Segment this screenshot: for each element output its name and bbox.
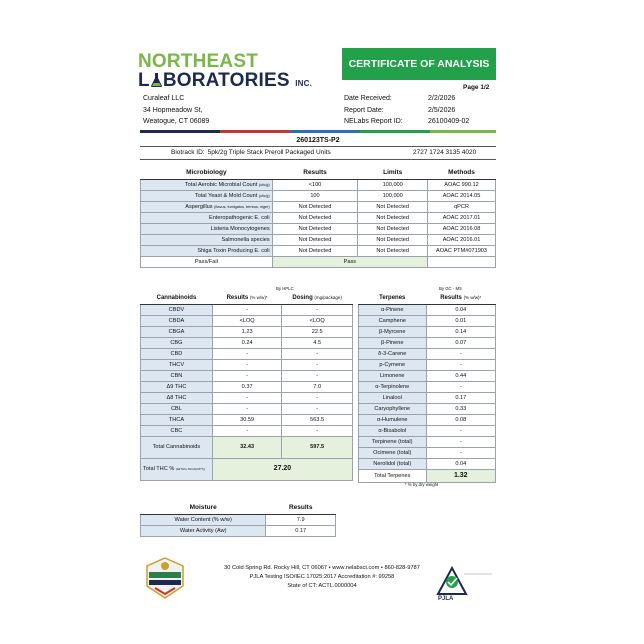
test-limit: 100,000 [358, 190, 428, 201]
cannabinoid-name: CBL [141, 403, 213, 414]
test-method: qPCR [428, 201, 496, 212]
cannabinoid-result: - [212, 359, 281, 370]
color-segment [220, 130, 290, 133]
moisture-header-row [141, 503, 336, 514]
test-result: Not Detected [272, 223, 358, 234]
terpene-name: α-Pinene [359, 304, 427, 315]
terpene-result: - [426, 348, 495, 359]
terpene-row [359, 359, 496, 370]
terpene-name: Camphene [359, 315, 427, 326]
test-result: 100 [272, 190, 358, 201]
test-name [141, 201, 273, 212]
test-method: AOAC PTM#071903 [428, 245, 496, 256]
test-result: Not Detected [272, 245, 358, 256]
cannabinoid-result: - [212, 425, 281, 436]
test-name [141, 223, 273, 234]
biotrack-number: 2727 1724 3135 4020 [413, 149, 477, 156]
cannabinoid-result: - [212, 348, 281, 359]
moisture-table [140, 503, 336, 537]
cannabinoid-row [141, 403, 353, 414]
logo-line-1: NORTHEAST [138, 51, 259, 72]
terpene-row [359, 370, 496, 381]
test-method: AOAC 2014.05 [428, 190, 496, 201]
cannabinoid-dose: - [282, 403, 353, 414]
terpene-result: 0.04 [426, 304, 495, 315]
terpene-row [359, 392, 496, 403]
terpene-row [359, 337, 496, 348]
terpene-name: p-Cymene [359, 359, 427, 370]
col-header-label: Dosing [292, 295, 313, 302]
report-labels [344, 93, 403, 128]
cannabinoid-name: CBC [141, 425, 213, 436]
empty-cell [428, 256, 496, 267]
microbiology-table [140, 168, 496, 268]
pass-fail-label: Pass/Fail [141, 256, 273, 267]
moisture-result: 0.17 [266, 525, 336, 536]
client-name: Curaleaf LLC [143, 95, 185, 102]
cannabinoid-name: THCA [141, 414, 213, 425]
terpene-result: 0.17 [426, 392, 495, 403]
test-method: AOAC 2016.08 [428, 223, 496, 234]
terpene-result: 0.44 [426, 370, 495, 381]
test-name [141, 179, 273, 190]
cannabinoid-name: CBDA [141, 315, 213, 326]
terpene-result: 0.14 [426, 326, 495, 337]
color-segment [360, 130, 430, 133]
terpene-name: Caryophyllene [359, 403, 427, 414]
test-name-text: Total Aerobic Microbial Count [184, 181, 258, 188]
test-name [141, 212, 273, 223]
pass-fail-value: Pass [272, 256, 427, 267]
page-number: Page 1/2 [463, 84, 490, 91]
col-header [426, 293, 495, 304]
cannabinoid-dose: - [282, 370, 353, 381]
total-cannabinoids-dose: 597.5 [282, 436, 353, 458]
moisture-row [141, 525, 336, 536]
report-id: 26100409-02 [428, 118, 470, 125]
terpene-name: β-Pinene [359, 337, 427, 348]
cannabinoid-result: 1.23 [212, 326, 281, 337]
terpene-result: - [426, 447, 495, 458]
cannabinoid-row [141, 381, 353, 392]
color-segment [430, 130, 496, 133]
cannabinoid-dose: - [282, 425, 353, 436]
cannabinoid-row [141, 304, 353, 315]
terpene-row [359, 458, 496, 469]
terpene-row [359, 436, 496, 447]
cannabinoid-name: CBD [141, 348, 213, 359]
total-cannabinoids-row [141, 436, 353, 458]
terpene-name: Terpinene (total) [359, 436, 427, 447]
flask-icon [151, 73, 162, 87]
test-unit: (flavus, fumigatus, terreus, niger) [214, 204, 270, 209]
logo-inc: INC. [295, 79, 313, 88]
cannabinoids-table [140, 293, 353, 481]
cannabinoid-result: 30.59 [212, 414, 281, 425]
footer [0, 564, 644, 591]
microbiology-row [141, 212, 496, 223]
total-terpenes-label: Total Terpenes [359, 469, 427, 482]
terpene-name: α-Bisabolol [359, 425, 427, 436]
dry-weight-note: * % by dry weight [405, 482, 439, 487]
test-method: AOAC 990.12 [428, 179, 496, 190]
cannabinoid-dose: - [282, 392, 353, 403]
footer-accreditation: PJLA Testing ISO/IEC 17025:2017 Accreditation #: 99258 [249, 574, 395, 580]
terpene-result: 0.01 [426, 315, 495, 326]
col-header-unit: (mg/package) [314, 295, 342, 301]
cannabinoid-name: Δ8 THC [141, 392, 213, 403]
date-received: 2/2/2026 [428, 95, 456, 102]
cannabinoid-name: THCV [141, 359, 213, 370]
hplc-note: By HPLC [276, 286, 294, 291]
cannabinoid-dose: - [282, 359, 353, 370]
col-header [212, 293, 281, 304]
cannabinoid-dose: - [282, 348, 353, 359]
terpene-row [359, 425, 496, 436]
cannabinoid-result: - [212, 304, 281, 315]
test-name-text: Total Yeast & Mold Count [194, 192, 258, 199]
terpene-name: Limonene [359, 370, 427, 381]
terpene-result: - [426, 359, 495, 370]
terpene-name: Linalool [359, 392, 427, 403]
moisture-result: 7.9 [266, 514, 336, 525]
col-header-label: Results [440, 295, 462, 302]
cannabinoid-dose: - [282, 304, 353, 315]
microbiology-row [141, 223, 496, 234]
terpenes-header-row [359, 293, 496, 304]
col-header [282, 293, 353, 304]
terpene-result: 0.33 [426, 403, 495, 414]
cannabinoid-row [141, 337, 353, 348]
report-date: 2/5/2026 [428, 106, 456, 114]
moisture-name: Water Content (% w/w) [141, 514, 266, 525]
client-street: 34 Hopmeadow St, [143, 106, 203, 114]
logo-line-2: L BORATORIES INC. [138, 70, 313, 91]
terpene-name: β-Myrcene [359, 326, 427, 337]
biotrack-line [171, 149, 331, 156]
cannabinoid-result: - [212, 403, 281, 414]
terpene-result: - [426, 381, 495, 392]
terpene-result: - [426, 425, 495, 436]
test-limit: 100,000 [358, 179, 428, 190]
test-name [141, 245, 273, 256]
terpene-name: Nerolidol (total) [359, 458, 427, 469]
test-unit: (cfu/g) [258, 182, 270, 187]
cannabinoid-dose: 22.5 [282, 326, 353, 337]
test-result: Not Detected [272, 234, 358, 245]
test-name-text: Enteropathogenic E. coli [209, 214, 270, 221]
terpene-row [359, 447, 496, 458]
color-segment [290, 130, 360, 133]
col-header: Cannabinoids [141, 293, 213, 304]
terpene-row [359, 403, 496, 414]
cannabinoid-row [141, 326, 353, 337]
divider [140, 146, 496, 147]
terpene-row [359, 348, 496, 359]
test-method: AOAC 2016.01 [428, 234, 496, 245]
cannabinoid-name: Δ9 THC [141, 381, 213, 392]
cannabinoid-row [141, 370, 353, 381]
footer-state-license: State of CT: ACTL.0000004 [287, 583, 357, 589]
total-thc-label [141, 458, 213, 480]
footer-address: 30 Cold Spring Rd. Rocky Hill, CT 06067 • www.nelabsct.com • 860-828-9787 [224, 565, 420, 571]
cannabinoid-row [141, 348, 353, 359]
col-header: Limits [358, 168, 428, 179]
terpene-row [359, 381, 496, 392]
col-header: Methods [428, 168, 496, 179]
northeast-laboratories-logo [138, 52, 312, 94]
col-header-unit: (% w/w)* [463, 295, 482, 301]
total-thc-label-text: Total THC % [143, 466, 175, 472]
moisture-name: Water Activity (Aw) [141, 525, 266, 536]
gcms-note: By GC - MS [439, 286, 462, 291]
terpene-result: 0.04 [426, 458, 495, 469]
pass-fail-row [141, 256, 496, 267]
report-id-label: NELabs Report ID: [344, 118, 403, 125]
cannabinoid-result: - [212, 370, 281, 381]
col-header-unit: (% w/w)* [249, 295, 268, 301]
terpene-result: 0.07 [426, 337, 495, 348]
date-received-label: Date Received: [344, 95, 392, 102]
color-segment [140, 130, 220, 133]
cannabinoid-row [141, 414, 353, 425]
report-values [428, 93, 469, 128]
coa-title-banner: CERTIFICATE OF ANALYSIS [342, 48, 496, 80]
test-limit: Not Detected [358, 245, 428, 256]
cannabinoids-header-row [141, 293, 353, 304]
test-result: Not Detected [272, 201, 358, 212]
total-terpenes-row [359, 469, 496, 482]
total-thc-row [141, 458, 353, 480]
divider [140, 159, 496, 160]
test-name-text: Shiga Toxin Producing E. coli [197, 247, 270, 254]
col-header: Moisture [141, 503, 266, 514]
biotrack-description: 5pk/2g Triple Stack Preroll Packaged Units [207, 149, 331, 156]
microbiology-row [141, 234, 496, 245]
cannabinoid-result: 0.37 [212, 381, 281, 392]
cannabinoid-name: CBN [141, 370, 213, 381]
terpene-row [359, 326, 496, 337]
cannabinoid-dose: 4.5 [282, 337, 353, 348]
cannabinoid-dose: 7.0 [282, 381, 353, 392]
total-thc-value: 27.20 [212, 458, 352, 480]
microbiology-row [141, 245, 496, 256]
total-thc-formula: (Δ9THC+THCA(0.877)) [175, 467, 206, 471]
cannabinoid-name: CBGA [141, 326, 213, 337]
cannabinoid-row [141, 392, 353, 403]
test-limit: Not Detected [358, 223, 428, 234]
test-limit: Not Detected [358, 234, 428, 245]
test-name-text: Salmonella species [221, 236, 270, 243]
terpene-name: α-Humulene [359, 414, 427, 425]
col-header: Results [266, 503, 336, 514]
terpene-row [359, 304, 496, 315]
terpene-row [359, 414, 496, 425]
col-header: Microbiology [141, 168, 273, 179]
microbiology-header-row [141, 168, 496, 179]
cannabinoid-result: <LOQ [212, 315, 281, 326]
report-date-label: Report Date: [344, 106, 384, 114]
total-cannabinoids-result: 32.43 [212, 436, 281, 458]
test-result: <100 [272, 179, 358, 190]
terpene-name: Ocimene (total) [359, 447, 427, 458]
cannabinoid-row [141, 315, 353, 326]
terpenes-table [358, 293, 496, 483]
terpene-name: α-Terpinolene [359, 381, 427, 392]
cannabinoid-name: CBDV [141, 304, 213, 315]
cannabinoid-dose: 563.5 [282, 414, 353, 425]
pjla-badge-text: PJLA [438, 596, 454, 600]
client-city: Weatogue, CT 06089 [143, 118, 210, 125]
brand-color-bar [140, 130, 496, 133]
test-name-text: Aspergillus [185, 203, 213, 210]
total-cannabinoids-label: Total Cannabinoids [141, 436, 213, 458]
test-limit: Not Detected [358, 212, 428, 223]
test-name [141, 234, 273, 245]
terpene-row [359, 315, 496, 326]
client-address [143, 93, 209, 128]
microbiology-row [141, 179, 496, 190]
cannabinoid-row [141, 425, 353, 436]
cannabinoid-name: CBG [141, 337, 213, 348]
total-terpenes-value: 1.32 [426, 469, 495, 482]
terpene-result: 0.08 [426, 414, 495, 425]
terpene-result: - [426, 436, 495, 447]
moisture-row [141, 514, 336, 525]
col-header: Terpenes [359, 293, 427, 304]
microbiology-row [141, 190, 496, 201]
cannabinoid-dose: <LOQ [282, 315, 353, 326]
col-header-label: Results [226, 295, 249, 302]
test-unit: (cfu/g) [258, 193, 270, 198]
terpene-name: δ-3-Carene [359, 348, 427, 359]
test-limit: Not Detected [358, 201, 428, 212]
test-name-text: Listeria Monocytogenes [210, 225, 270, 232]
microbiology-row [141, 201, 496, 212]
cannabinoid-result: 0.24 [212, 337, 281, 348]
biotrack-label: Biotrack ID: [171, 149, 205, 156]
test-name [141, 190, 273, 201]
cannabinoid-result: - [212, 392, 281, 403]
sample-id: 260123TS-P2 [296, 137, 340, 144]
test-result: Not Detected [272, 212, 358, 223]
cannabinoid-row [141, 359, 353, 370]
col-header: Results [272, 168, 358, 179]
test-method: AOAC 2017.01 [428, 212, 496, 223]
